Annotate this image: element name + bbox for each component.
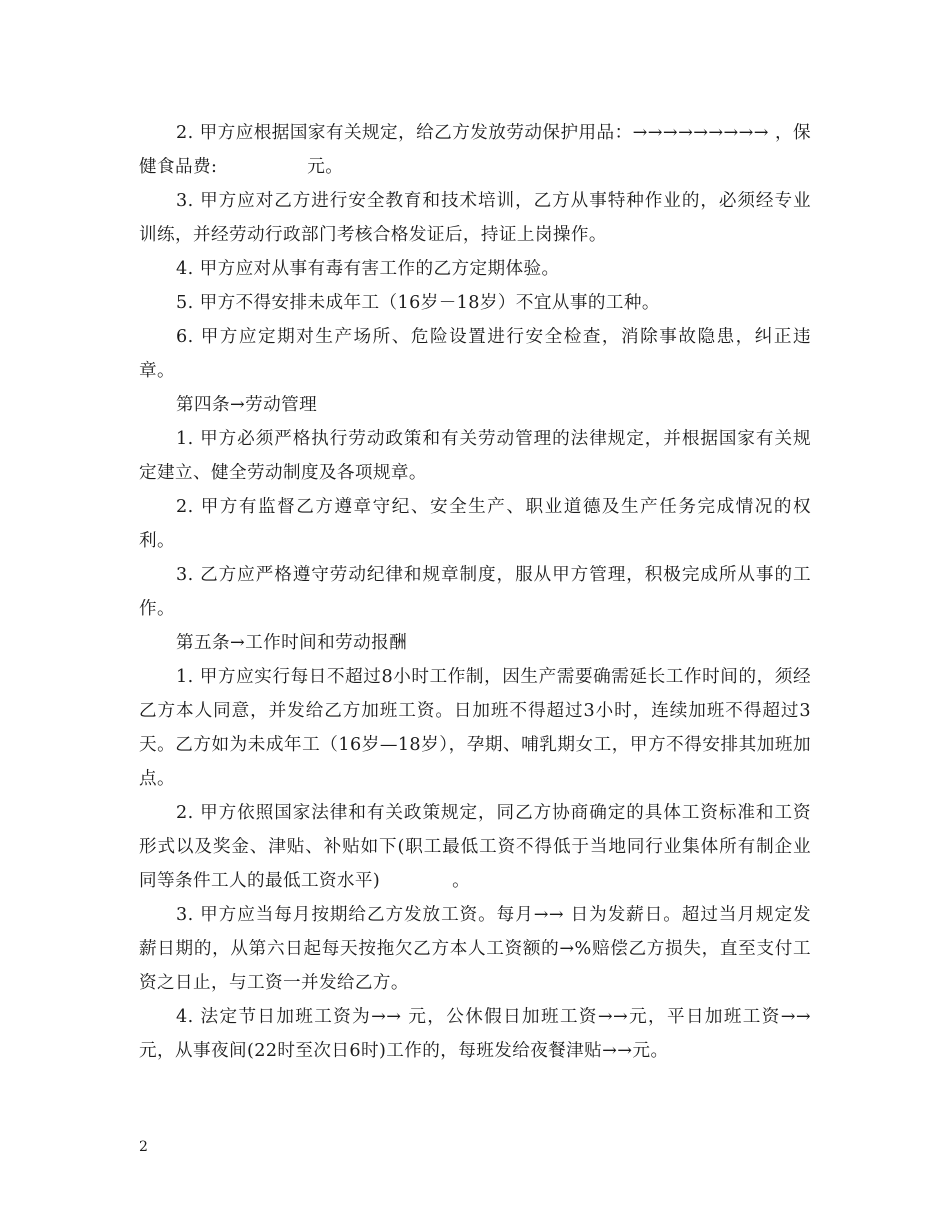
clause-paragraph: 1. 甲方应实行每日不超过8小时工作制，因生产需要确需延长工作时间的，须经乙方本人同意，并发给乙方加班工资。日加班不得超过3小时，连续加班不得超过3天。乙方如为未成年工（16岁—18岁），孕期、哺乳期女工，甲方不得安排其加班加点。 [139, 667, 811, 789]
clause-paragraph: 6. 甲方应定期对生产场所、危险设置进行安全检查，消除事故隐患，纠正违章。 [139, 327, 811, 381]
clause-paragraph: 2. 甲方有监督乙方遵章守纪、安全生产、职业道德及生产任务完成情况的权利。 [139, 497, 811, 551]
section-heading: 第五条→工作时间和劳动报酬 [176, 633, 408, 653]
clause-paragraph: 4. 甲方应对从事有毒有害工作的乙方定期体验。 [176, 259, 560, 279]
clause-paragraph: 2. 甲方应根据国家有关规定，给乙方发放劳动保护用品：→→→→→→→→→ ，保健食品费: 元。 [139, 123, 811, 177]
document-body [139, 116, 811, 1068]
clause-paragraph: 3. 甲方应当每月按期给乙方发放工资。每月→→ 日为发薪日。超过当月规定发薪日期的，从第六日起每天按拖欠乙方本人工资额的→%赔偿乙方损失，直至支付工资之日止，与工资一并发给乙方。 [139, 905, 811, 993]
clause-paragraph: 5. 甲方不得安排未成年工（16岁－18岁）不宜从事的工种。 [176, 293, 660, 313]
clause-paragraph: 3. 甲方应对乙方进行安全教育和技术培训，乙方从事特种作业的，必须经专业训练，并经劳动行政部门考核合格发证后，持证上岗操作。 [139, 191, 811, 245]
clause-paragraph: 3. 乙方应严格遵守劳动纪律和规章制度，服从甲方管理，积极完成所从事的工作。 [139, 565, 811, 619]
section-heading: 第四条→劳动管理 [176, 395, 318, 415]
clause-paragraph: 4. 法定节日加班工资为→→ 元，公休假日加班工资→→元，平日加班工资→→元，从事夜间(22时至次日6时)工作的，每班发给夜餐津贴→→元。 [139, 1007, 811, 1061]
clause-paragraph: 2. 甲方依照国家法律和有关政策规定，同乙方协商确定的具体工资标准和工资形式以及奖金、津贴、补贴如下(职工最低工资不得低于当地同行业集体所有制企业同等条件工人的最低工资水平) 。 [139, 803, 811, 891]
clause-paragraph: 1. 甲方必须严格执行劳动政策和有关劳动管理的法律规定，并根据国家有关规定建立、健全劳动制度及各项规章。 [139, 429, 811, 483]
page-number: 2 [139, 1139, 148, 1155]
